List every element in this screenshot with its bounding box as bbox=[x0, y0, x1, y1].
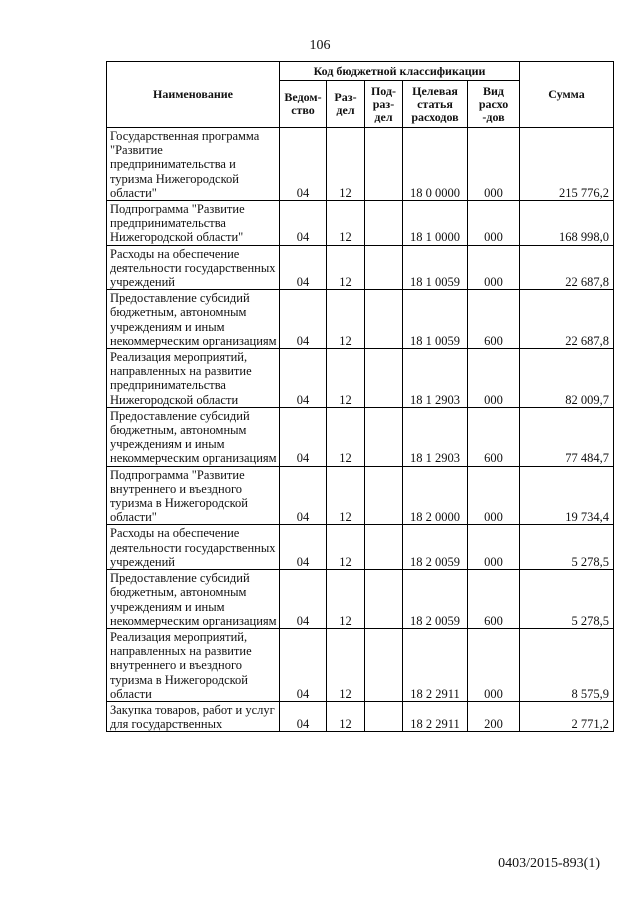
row-sum-cell: 22 687,8 bbox=[520, 290, 614, 349]
table-row bbox=[107, 628, 614, 701]
row-sum-cell: 168 998,0 bbox=[520, 201, 614, 246]
row-name-cell: Подпрограмма "Развитие внутреннего и въездного туризма в Нижегородской области" bbox=[107, 466, 280, 525]
row-razdel-cell: 12 bbox=[327, 466, 365, 525]
row-vedomstvo-cell: 04 bbox=[280, 290, 327, 349]
header-vedomstvo: Ведом-ство bbox=[280, 81, 327, 128]
row-target-cell: 18 1 0000 bbox=[403, 201, 468, 246]
row-sum-cell: 215 776,2 bbox=[520, 128, 614, 201]
table-row bbox=[107, 128, 614, 201]
row-vedomstvo-cell: 04 bbox=[280, 245, 327, 290]
row-sum-cell: 19 734,4 bbox=[520, 466, 614, 525]
row-podrazdel-cell bbox=[365, 701, 403, 731]
row-name-cell: Предоставление субсидий бюджетным, автономным учреждениям и иным некоммерческим организациям bbox=[107, 407, 280, 466]
row-name-cell: Предоставление субсидий бюджетным, автономным учреждениям и иным некоммерческим организациям bbox=[107, 290, 280, 349]
header-podrazdel: Под-раз-дел bbox=[365, 81, 403, 128]
row-target-cell: 18 2 0000 bbox=[403, 466, 468, 525]
row-name-cell: Предоставление субсидий бюджетным, автономным учреждениям и иным некоммерческим организациям bbox=[107, 570, 280, 629]
row-razdel-cell: 12 bbox=[327, 349, 365, 408]
table-row bbox=[107, 349, 614, 408]
table-row bbox=[107, 245, 614, 290]
row-vedomstvo-cell: 04 bbox=[280, 701, 327, 731]
row-vedomstvo-cell: 04 bbox=[280, 128, 327, 201]
row-target-cell: 18 2 0059 bbox=[403, 525, 468, 570]
row-vedomstvo-cell: 04 bbox=[280, 628, 327, 701]
document-code: 0403/2015-893(1) bbox=[498, 856, 600, 871]
row-target-cell: 18 2 0059 bbox=[403, 570, 468, 629]
row-podrazdel-cell bbox=[365, 570, 403, 629]
row-expense-type-cell: 000 bbox=[468, 201, 520, 246]
row-expense-type-cell: 000 bbox=[468, 128, 520, 201]
row-razdel-cell: 12 bbox=[327, 201, 365, 246]
table-row bbox=[107, 570, 614, 629]
row-expense-type-cell: 200 bbox=[468, 701, 520, 731]
header-classification-group: Код бюджетной классификации bbox=[280, 62, 520, 81]
row-target-cell: 18 1 2903 bbox=[403, 349, 468, 408]
row-vedomstvo-cell: 04 bbox=[280, 349, 327, 408]
row-podrazdel-cell bbox=[365, 466, 403, 525]
row-target-cell: 18 1 0059 bbox=[403, 290, 468, 349]
row-name-cell: Подпрограмма "Развитие предпринимательства Нижегородской области" bbox=[107, 201, 280, 246]
row-podrazdel-cell bbox=[365, 407, 403, 466]
header-sum: Сумма bbox=[520, 62, 614, 128]
row-sum-cell: 2 771,2 bbox=[520, 701, 614, 731]
row-podrazdel-cell bbox=[365, 201, 403, 246]
row-podrazdel-cell bbox=[365, 245, 403, 290]
row-sum-cell: 5 278,5 bbox=[520, 570, 614, 629]
row-target-cell: 18 2 2911 bbox=[403, 628, 468, 701]
row-vedomstvo-cell: 04 bbox=[280, 525, 327, 570]
row-razdel-cell: 12 bbox=[327, 628, 365, 701]
page-number: 106 bbox=[309, 38, 331, 53]
row-expense-type-cell: 000 bbox=[468, 466, 520, 525]
row-podrazdel-cell bbox=[365, 128, 403, 201]
row-expense-type-cell: 600 bbox=[468, 407, 520, 466]
row-vedomstvo-cell: 04 bbox=[280, 201, 327, 246]
row-razdel-cell: 12 bbox=[327, 525, 365, 570]
row-name-cell: Расходы на обеспечение деятельности государственных учреждений bbox=[107, 245, 280, 290]
table-row bbox=[107, 407, 614, 466]
row-podrazdel-cell bbox=[365, 525, 403, 570]
table-row bbox=[107, 466, 614, 525]
table-row bbox=[107, 525, 614, 570]
row-target-cell: 18 1 2903 bbox=[403, 407, 468, 466]
row-razdel-cell: 12 bbox=[327, 290, 365, 349]
table-body bbox=[107, 128, 614, 732]
header-razdel: Раз-дел bbox=[327, 81, 365, 128]
row-vedomstvo-cell: 04 bbox=[280, 570, 327, 629]
row-podrazdel-cell bbox=[365, 290, 403, 349]
row-podrazdel-cell bbox=[365, 628, 403, 701]
row-expense-type-cell: 000 bbox=[468, 245, 520, 290]
row-vedomstvo-cell: 04 bbox=[280, 407, 327, 466]
row-expense-type-cell: 000 bbox=[468, 628, 520, 701]
header-target-article: Целевая статья расходов bbox=[403, 81, 468, 128]
row-target-cell: 18 1 0059 bbox=[403, 245, 468, 290]
row-sum-cell: 22 687,8 bbox=[520, 245, 614, 290]
row-name-cell: Расходы на обеспечение деятельности государственных учреждений bbox=[107, 525, 280, 570]
row-name-cell: Реализация мероприятий, направленных на развитие предпринимательства Нижегородской области bbox=[107, 349, 280, 408]
table-row bbox=[107, 201, 614, 246]
row-name-cell: Государственная программа "Развитие предпринимательства и туризма Нижегородской области" bbox=[107, 128, 280, 201]
row-name-cell: Закупка товаров, работ и услуг для государственных bbox=[107, 701, 280, 731]
row-expense-type-cell: 000 bbox=[468, 525, 520, 570]
row-sum-cell: 77 484,7 bbox=[520, 407, 614, 466]
row-razdel-cell: 12 bbox=[327, 128, 365, 201]
row-name-cell: Реализация мероприятий, направленных на развитие внутреннего и въездного туризма в Нижегородской области bbox=[107, 628, 280, 701]
row-razdel-cell: 12 bbox=[327, 570, 365, 629]
row-podrazdel-cell bbox=[365, 349, 403, 408]
row-expense-type-cell: 600 bbox=[468, 570, 520, 629]
row-sum-cell: 82 009,7 bbox=[520, 349, 614, 408]
header-expense-type: Вид расхо -дов bbox=[468, 81, 520, 128]
row-sum-cell: 8 575,9 bbox=[520, 628, 614, 701]
table-row bbox=[107, 290, 614, 349]
header-name: Наименование bbox=[107, 62, 280, 128]
row-expense-type-cell: 000 bbox=[468, 349, 520, 408]
row-target-cell: 18 2 2911 bbox=[403, 701, 468, 731]
row-vedomstvo-cell: 04 bbox=[280, 466, 327, 525]
budget-table bbox=[106, 61, 614, 732]
row-razdel-cell: 12 bbox=[327, 245, 365, 290]
row-razdel-cell: 12 bbox=[327, 407, 365, 466]
row-razdel-cell: 12 bbox=[327, 701, 365, 731]
row-expense-type-cell: 600 bbox=[468, 290, 520, 349]
row-target-cell: 18 0 0000 bbox=[403, 128, 468, 201]
table-row bbox=[107, 701, 614, 731]
row-sum-cell: 5 278,5 bbox=[520, 525, 614, 570]
